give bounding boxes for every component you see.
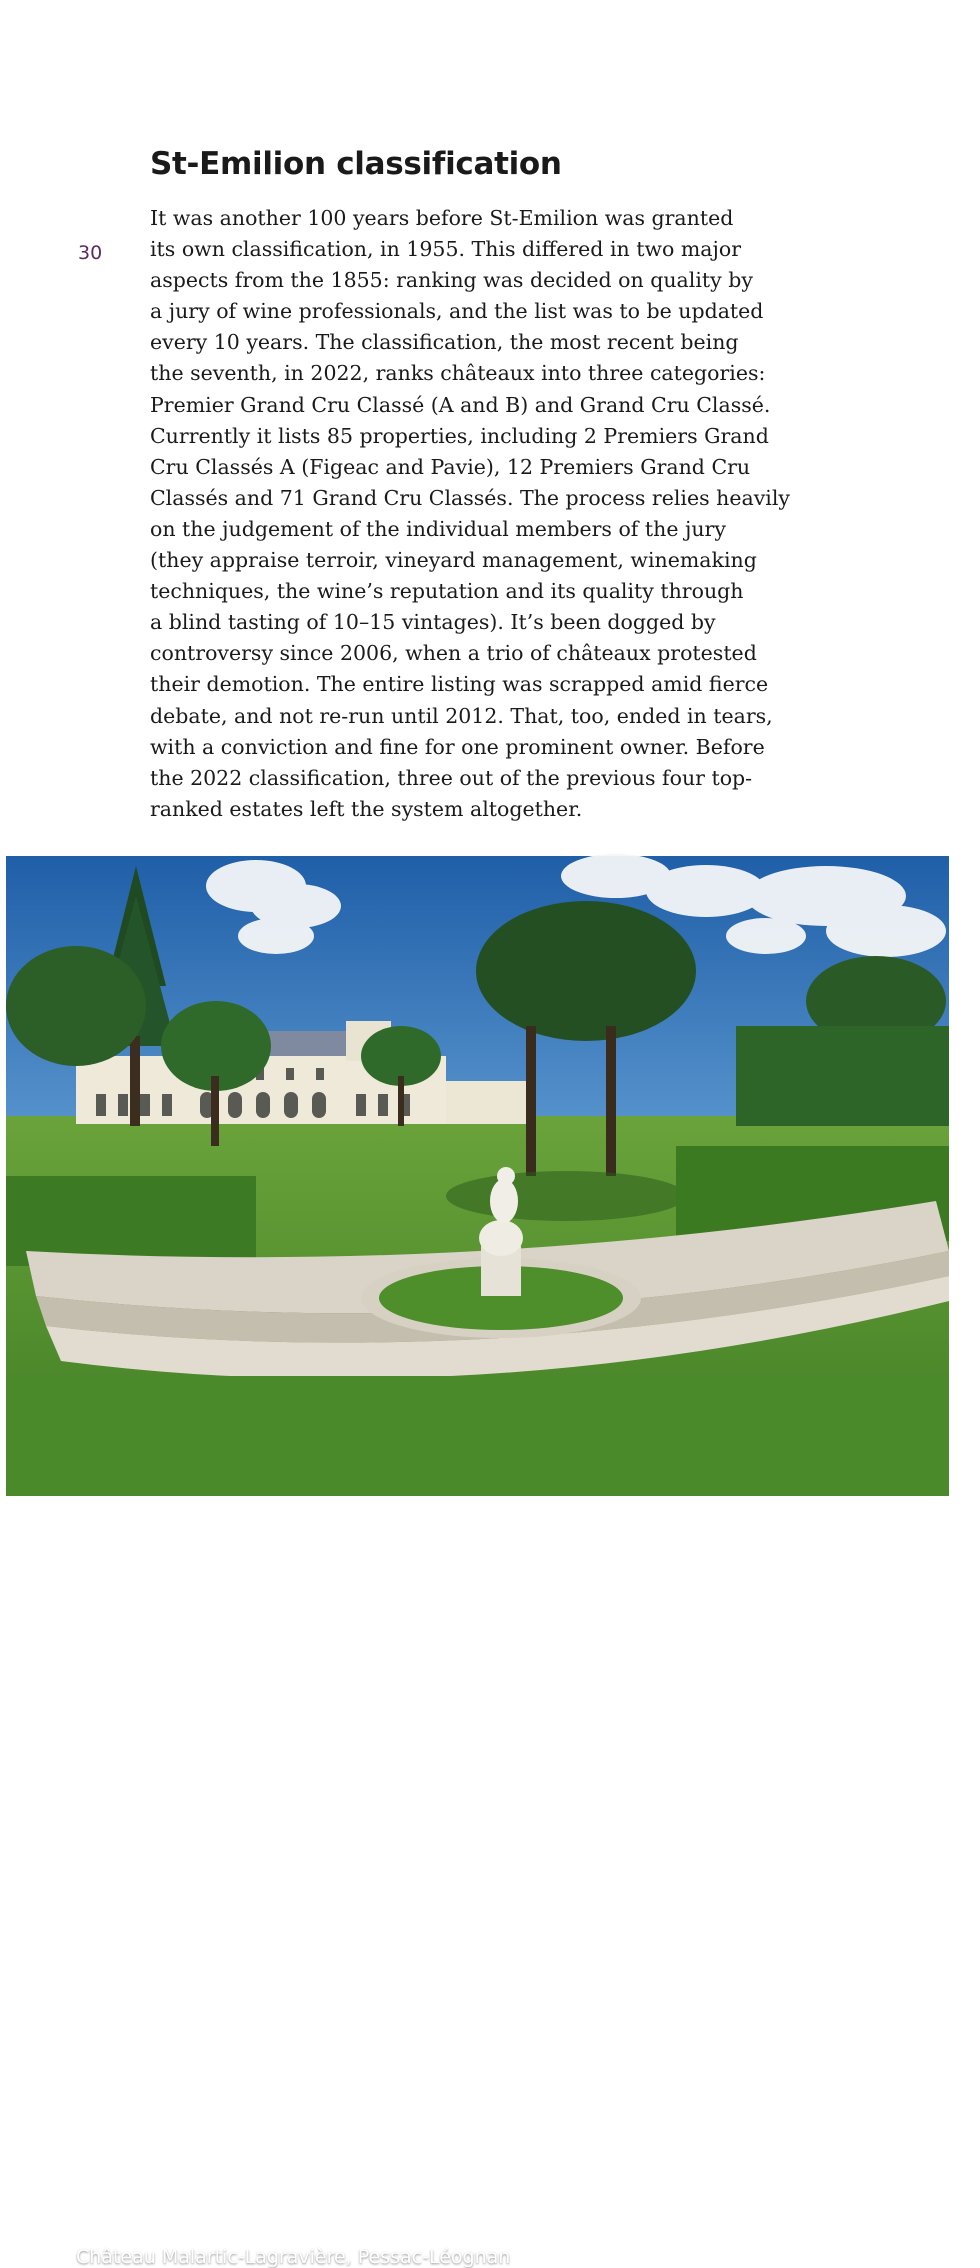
- section-heading: St-Emilion classification: [150, 146, 562, 182]
- body-line: It was another 100 years before St-Emilion was granted: [150, 206, 734, 230]
- body-line: Classés and 71 Grand Cru Classés. The process relies heavily: [150, 485, 790, 510]
- body-line: on the judgement of the individual members of the jury: [150, 516, 726, 541]
- body-line: controversy since 2006, when a trio of châteaux protested: [150, 641, 757, 666]
- body-line: ranked estates left the system altogether.: [150, 796, 583, 821]
- chateau-garden-illustration: [6, 856, 949, 1496]
- page-number: 30: [78, 242, 103, 264]
- body-line: every 10 years. The classification, the most recent being: [150, 330, 739, 355]
- body-line: Cru Classés A (Figeac and Pavie), 12 Premiers Grand Cru: [150, 454, 751, 479]
- tree-shadow: [446, 1171, 686, 1221]
- body-line: with a conviction and fine for one prominent owner. Before: [150, 734, 765, 759]
- body-line: the seventh, in 2022, ranks châteaux into three categories:: [150, 361, 766, 386]
- photo-caption: Château Malartic-Lagravière, Pessac-Léognan: [76, 2246, 511, 2268]
- body-line: the 2022 classification, three out of the previous four top-: [150, 765, 753, 790]
- chateau-photo: [6, 856, 949, 2268]
- body-line: a blind tasting of 10–15 vintages). It’s been dogged by: [150, 610, 716, 635]
- body-line: their demotion. The entire listing was scrapped amid fierce: [150, 672, 769, 697]
- body-line: techniques, the wine’s reputation and its quality through: [150, 579, 744, 604]
- body-line: Currently it lists 85 properties, including 2 Premiers Grand: [150, 423, 769, 448]
- body-line: Premier Grand Cru Classé (A and B) and Grand Cru Classé.: [150, 392, 771, 417]
- body-paragraph: [150, 203, 830, 825]
- body-line: (they appraise terroir, vineyard management, winemaking: [150, 548, 757, 573]
- body-line: a jury of wine professionals, and the list was to be updated: [150, 299, 764, 324]
- foreground-lawn: [6, 1376, 949, 1496]
- body-line: its own classification, in 1955. This differed in two major: [150, 237, 742, 262]
- body-line: debate, and not re-run until 2012. That, too, ended in tears,: [150, 703, 773, 728]
- body-line: aspects from the 1855: ranking was decided on quality by: [150, 268, 753, 293]
